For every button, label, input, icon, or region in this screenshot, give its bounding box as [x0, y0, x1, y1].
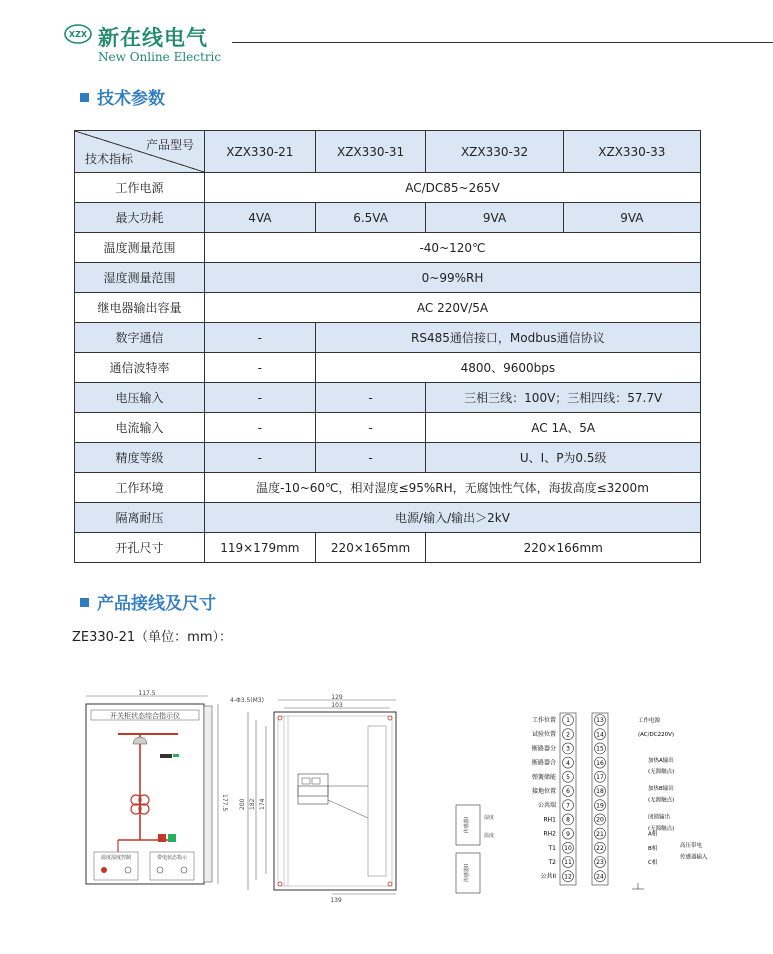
table-row: [75, 443, 701, 473]
terminal-right-number: 18: [596, 788, 604, 796]
row-value: 220×166mm: [426, 533, 701, 563]
model-header: XZX330-31: [315, 131, 426, 173]
terminal-right-number: 17: [596, 774, 604, 781]
table-row: [75, 473, 701, 503]
front-height-dim: 177.5: [221, 794, 228, 812]
row-value: 三相三线：100V；三相四线：57.7V: [426, 383, 701, 413]
height-small-dim: 174: [259, 798, 266, 810]
terminal-left-label: T1: [548, 844, 556, 852]
row-value: -: [205, 353, 316, 383]
terminal-left-label: 试验位置: [531, 731, 556, 739]
terminal-right-label: (AC/DC220V): [638, 732, 674, 739]
row-value: AC 1A、5A: [426, 413, 701, 443]
terminal-left-label: 工作位置: [531, 717, 556, 724]
terminal-right-label: B相: [648, 845, 658, 852]
terminal-right-label: (无源触点): [648, 825, 675, 832]
page-header: [0, 0, 773, 70]
terminal-right-number: 13: [596, 717, 604, 725]
front-box-right-label: 带电状态指示: [156, 855, 188, 861]
table-row: [75, 233, 701, 263]
terminal-right-number: 16: [596, 759, 604, 767]
wiring-title-text: 产品接线及尺寸: [97, 594, 216, 614]
row-value: -: [205, 323, 316, 353]
table-row: [75, 263, 701, 293]
row-label: 隔离耐压: [75, 503, 205, 533]
row-value: 9VA: [426, 203, 563, 233]
terminal-left-label: 断路器合: [531, 759, 556, 767]
terminal-right-label: A相: [648, 831, 658, 838]
brand-name-cn: 新在线电气: [98, 26, 208, 50]
row-value: 0~99%RH: [205, 263, 701, 293]
row-value: -: [205, 443, 316, 473]
terminal-left-number: 12: [564, 873, 572, 881]
row-value: 9VA: [563, 203, 700, 233]
row-value: RS485通信接口，Modbus通信协议: [315, 323, 700, 353]
row-label: 工作电源: [75, 173, 205, 203]
unit-note: ZE330-21（单位：mm）：: [72, 630, 232, 645]
brand-logo-text: XZX: [68, 30, 88, 39]
row-value: 4800、9600bps: [315, 353, 700, 383]
terminal-right-number: 15: [596, 745, 604, 753]
terminal-right-label: C相: [648, 860, 658, 866]
specs-title-text: 技术参数: [97, 89, 165, 109]
terminal-left-label: 公共端: [537, 802, 556, 810]
terminal-left-label: 公共II: [540, 873, 556, 881]
table-header-row: [75, 131, 701, 173]
row-value: U、I、P为0.5级: [426, 443, 701, 473]
terminal-left-label: 断路器分: [531, 745, 556, 753]
row-value: AC/DC85~265V: [205, 173, 701, 203]
row-value: AC 220V/5A: [205, 293, 701, 323]
row-label: 工作环境: [75, 473, 205, 503]
corner-top-label: 产品型号: [145, 138, 194, 152]
row-label: 最大功耗: [75, 203, 205, 233]
terminal-left-number: 7: [566, 802, 570, 810]
temperature-label: 温度: [484, 833, 495, 839]
terminal-left-number: 2: [566, 731, 570, 739]
terminal-right-label: (无源触点): [648, 769, 675, 776]
row-label: 湿度测量范围: [75, 263, 205, 293]
brand-logo-icon: [64, 24, 92, 44]
table-row: [75, 293, 701, 323]
terminal-wiring-diagram: [448, 705, 718, 900]
terminal-left-number: 3: [566, 745, 570, 753]
height-outer-dim: 200: [239, 798, 246, 810]
terminal-right-label: (无源触点): [648, 797, 675, 804]
section-bullet-icon: [80, 93, 89, 102]
terminal-right-number: 14: [596, 731, 604, 739]
terminal-left-number: 11: [564, 859, 572, 867]
front-box-left-label: 温度湿度控制: [100, 855, 132, 861]
row-value: -: [205, 383, 316, 413]
terminal-right-number: 22: [596, 845, 604, 852]
row-value: 4VA: [205, 203, 316, 233]
hole-note: 4-Φ3.5(M3): [230, 697, 264, 704]
row-value: 温度-10~60℃，相对湿度≤95%RH，无腐蚀性气体，海拔高度≤3200m: [205, 473, 701, 503]
table-row: [75, 383, 701, 413]
bottom-dim: 139: [330, 897, 342, 904]
terminal-right-label: 高压带电: [680, 842, 703, 849]
terminal-right-label: 加热B输出: [648, 786, 674, 793]
terminal-left-number: 1: [566, 717, 570, 725]
terminal-right-label: 加热A输出: [648, 757, 674, 764]
row-label: 开孔尺寸: [75, 533, 205, 563]
table-corner-cell: [75, 131, 205, 173]
section-bullet-icon: [80, 598, 89, 607]
humidity-label: 湿度: [484, 815, 495, 821]
terminal-left-label: 弹簧储能: [531, 773, 556, 781]
row-value: 电源/输入/输出＞2kV: [205, 503, 701, 533]
row-label: 通信波特率: [75, 353, 205, 383]
row-label: 精度等级: [75, 443, 205, 473]
terminal-left-label: RH1: [543, 816, 556, 824]
row-label: 电压输入: [75, 383, 205, 413]
terminal-right-number: 21: [596, 830, 604, 838]
terminal-left-number: 9: [566, 830, 570, 838]
terminal-left-number: 6: [566, 788, 570, 796]
terminal-left-label: RH2: [543, 830, 556, 838]
terminal-right-label: 工作电源: [638, 718, 661, 724]
row-value: 220×165mm: [315, 533, 426, 563]
model-header: XZX330-21: [205, 131, 316, 173]
corner-bottom-label: 技术指标: [85, 152, 134, 166]
row-value: -: [315, 413, 426, 443]
inner-dim: 103: [331, 702, 343, 709]
wiring-section-title: [80, 589, 216, 614]
table-row: [75, 413, 701, 443]
front-panel-drawing: [78, 690, 228, 900]
front-width-dim: 117.5: [138, 690, 156, 697]
terminal-right-number: 23: [596, 859, 604, 867]
sensor-1-label: 传感器I: [464, 816, 470, 834]
height-inner-dim: 182: [249, 798, 256, 810]
table-row: [75, 173, 701, 203]
terminal-right-label: 闭锁输出: [648, 814, 671, 821]
terminal-left-label: 接地位置: [531, 788, 556, 795]
table-row: [75, 323, 701, 353]
row-value: -: [315, 383, 426, 413]
top-dim: 129: [331, 694, 343, 701]
row-label: 温度测量范围: [75, 233, 205, 263]
specs-section-title: [80, 84, 165, 109]
row-value: 119×179mm: [205, 533, 316, 563]
back-view-drawing: [228, 690, 408, 905]
front-panel-title: 开关柜状态综合指示仪: [110, 712, 180, 720]
table-row: [75, 533, 701, 563]
table-row: [75, 203, 701, 233]
terminal-right-number: 20: [596, 816, 604, 824]
spec-table: [74, 130, 701, 563]
row-label: 电流输入: [75, 413, 205, 443]
sensor-2-label: 传感器II: [464, 864, 470, 882]
row-value: 6.5VA: [315, 203, 426, 233]
table-row: [75, 353, 701, 383]
model-header: XZX330-33: [563, 131, 700, 173]
terminal-right-number: 19: [596, 802, 604, 810]
model-header: XZX330-32: [426, 131, 563, 173]
terminal-right-number: 24: [596, 873, 604, 881]
terminal-left-label: T2: [548, 859, 556, 866]
table-row: [75, 503, 701, 533]
row-value: -: [315, 443, 426, 473]
brand-name-en: New Online Electric: [98, 50, 222, 64]
terminal-left-number: 4: [566, 759, 570, 767]
header-divider: [232, 42, 773, 43]
terminal-left-number: 10: [564, 845, 572, 852]
row-value: -: [205, 413, 316, 443]
row-label: 数字通信: [75, 323, 205, 353]
terminal-right-label: 传感器输入: [680, 854, 708, 861]
terminal-left-number: 5: [566, 774, 570, 781]
terminal-left-number: 8: [566, 816, 570, 824]
row-label: 继电器输出容量: [75, 293, 205, 323]
row-value: -40~120℃: [205, 233, 701, 263]
